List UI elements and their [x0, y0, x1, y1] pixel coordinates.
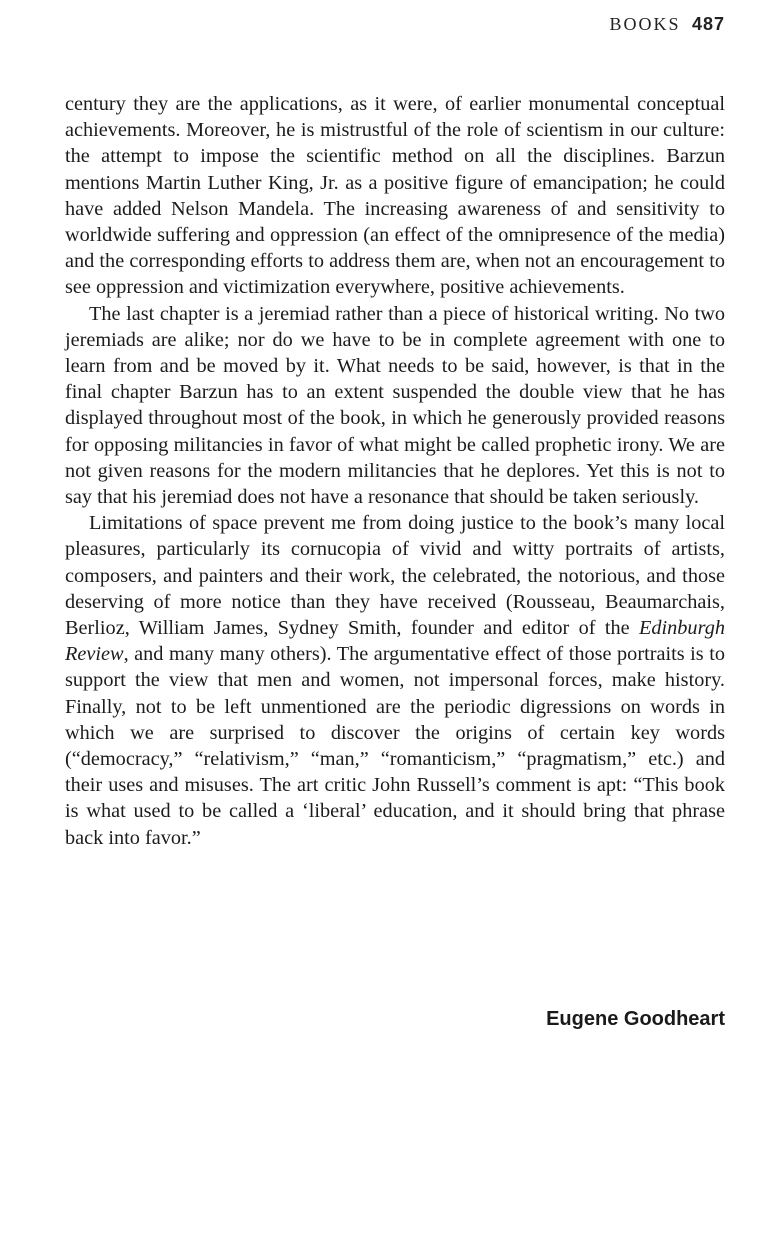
paragraph-3 — [65, 510, 725, 851]
running-head — [609, 14, 725, 35]
paragraph-1: century they are the applications, as it were, of earlier monumental conceptual achievements. Moreover, he is mistrustful of the role of scientism in our culture: the attempt to impose the scientific method on all the disciplines. Barzun mentions Martin Luther King, Jr. as a positive figure of emancipation; he could have added Nelson Mandela. The increasing awareness of and sensitivity to worldwide suffering and oppression (an effect of the omnipresence of the media) and the corresponding efforts to address them are, when not an encouragement to see oppression and victimization everywhere, positive achievements. — [65, 93, 725, 299]
journal-title: Edinburgh Review — [65, 617, 725, 666]
paragraph-3-text-a: Limitations of space prevent me from doing justice to the book’s many local pleasures, particularly its cornucopia of vivid and witty portraits of artists, composers, and painters and their work, the celebrated, the notorious, and those deserving of more notice than they have received (Rousseau, Beaumarchais, Berlioz, William James, Sydney Smith, founder and editor of the — [65, 512, 725, 640]
author-signature: Eugene Goodheart — [546, 1008, 725, 1030]
paragraph-3-text-b: , and many many others). The argumentative effect of those portraits is to support the view that men and women, not impersonal forces, make history. Finally, not to be left unmentioned are the periodic digressions on words in which we are surprised to discover the origins of certain key words (“democracy,” “relativism,” “man,” “romanticism,” “pragmatism,” etc.) and their uses and misuses. The art critic John Russell’s comment is apt: “This book is what used to be called a ‘liberal’ education, and it should bring that phrase back into favor.” — [65, 643, 725, 849]
section-title: BOOKS — [609, 14, 681, 34]
article-body — [65, 91, 725, 851]
paragraph-2: The last chapter is a jeremiad rather than a piece of historical writing. No two jeremiads are alike; nor do we have to be in complete agreement with one to learn from and be moved by it. What needs to be said, however, is that in the final chapter Barzun has to an extent suspended the double view that he has displayed throughout most of the book, in which he generously provided reasons for opposing militancies in favor of what might be called prophetic irony. We are not given reasons for the modern militancies that he deplores. Yet this is not to say that his jeremiad does not have a resonance that should be taken seriously. — [65, 302, 725, 509]
page-number: 487 — [691, 14, 725, 34]
